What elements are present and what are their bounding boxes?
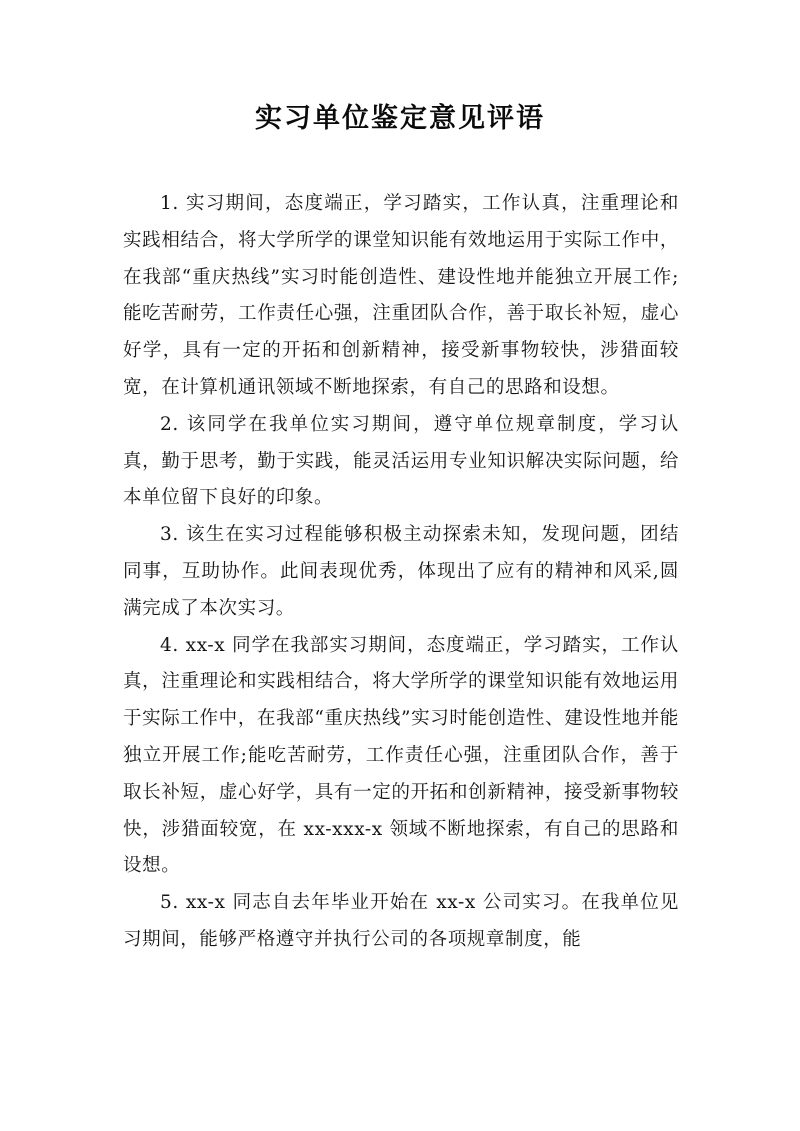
paragraph-2: 2. 该同学在我单位实习期间，遵守单位规章制度，学习认真，勤于思考，勤于实践，能灵活运用专业知识解决实际问题，给本单位留下良好的印象。 xyxy=(123,413,679,509)
paragraph-5: 5. xx-x 同志自去年毕业开始在 xx-x 公司实习。在我单位见习期间，能够严格遵守并执行公司的各项规章制度，能 xyxy=(123,892,679,950)
paragraph-3: 3. 该生在实习过程能够积极主动探索未知，发现问题，团结同事，互助协作。此间表现优秀，体现出了应有的精神和风采,圆满完成了本次实习。 xyxy=(123,524,679,619)
paragraph-4: 4. xx-x 同学在我部实习期间，态度端正，学习踏实，工作认真，注重理论和实践相结合，将大学所学的课堂知识能有效地运用于实际工作中，在我部“重庆热线”实习时能创造性、建设性地并能独立开展工作;能吃苦耐劳，工作责任心强，注重团队合作，善于取长补短，虚心好学，具有一定的开拓和创新精神，接受新事物较快，涉猎面较宽，在 xx-xxx-x 领域不断地探索，有自己的思路和设想。 xyxy=(123,634,679,877)
document-title: 实习单位鉴定意见评语 xyxy=(255,103,545,134)
document-body xyxy=(123,186,679,959)
paragraph-1: 1. 实习期间，态度端正，学习踏实，工作认真，注重理论和实践相结合，将大学所学的课堂知识能有效地运用于实际工作中，在我部“重庆热线”实习时能创造性、建设性地并能独立开展工作;能吃苦耐劳，工作责任心强，注重团队合作，善于取长补短，虚心好学，具有一定的开拓和创新精神，接受新事物较快，涉猎面较宽，在计算机通讯领域不断地探索，有自己的思路和设想。 xyxy=(123,193,679,398)
